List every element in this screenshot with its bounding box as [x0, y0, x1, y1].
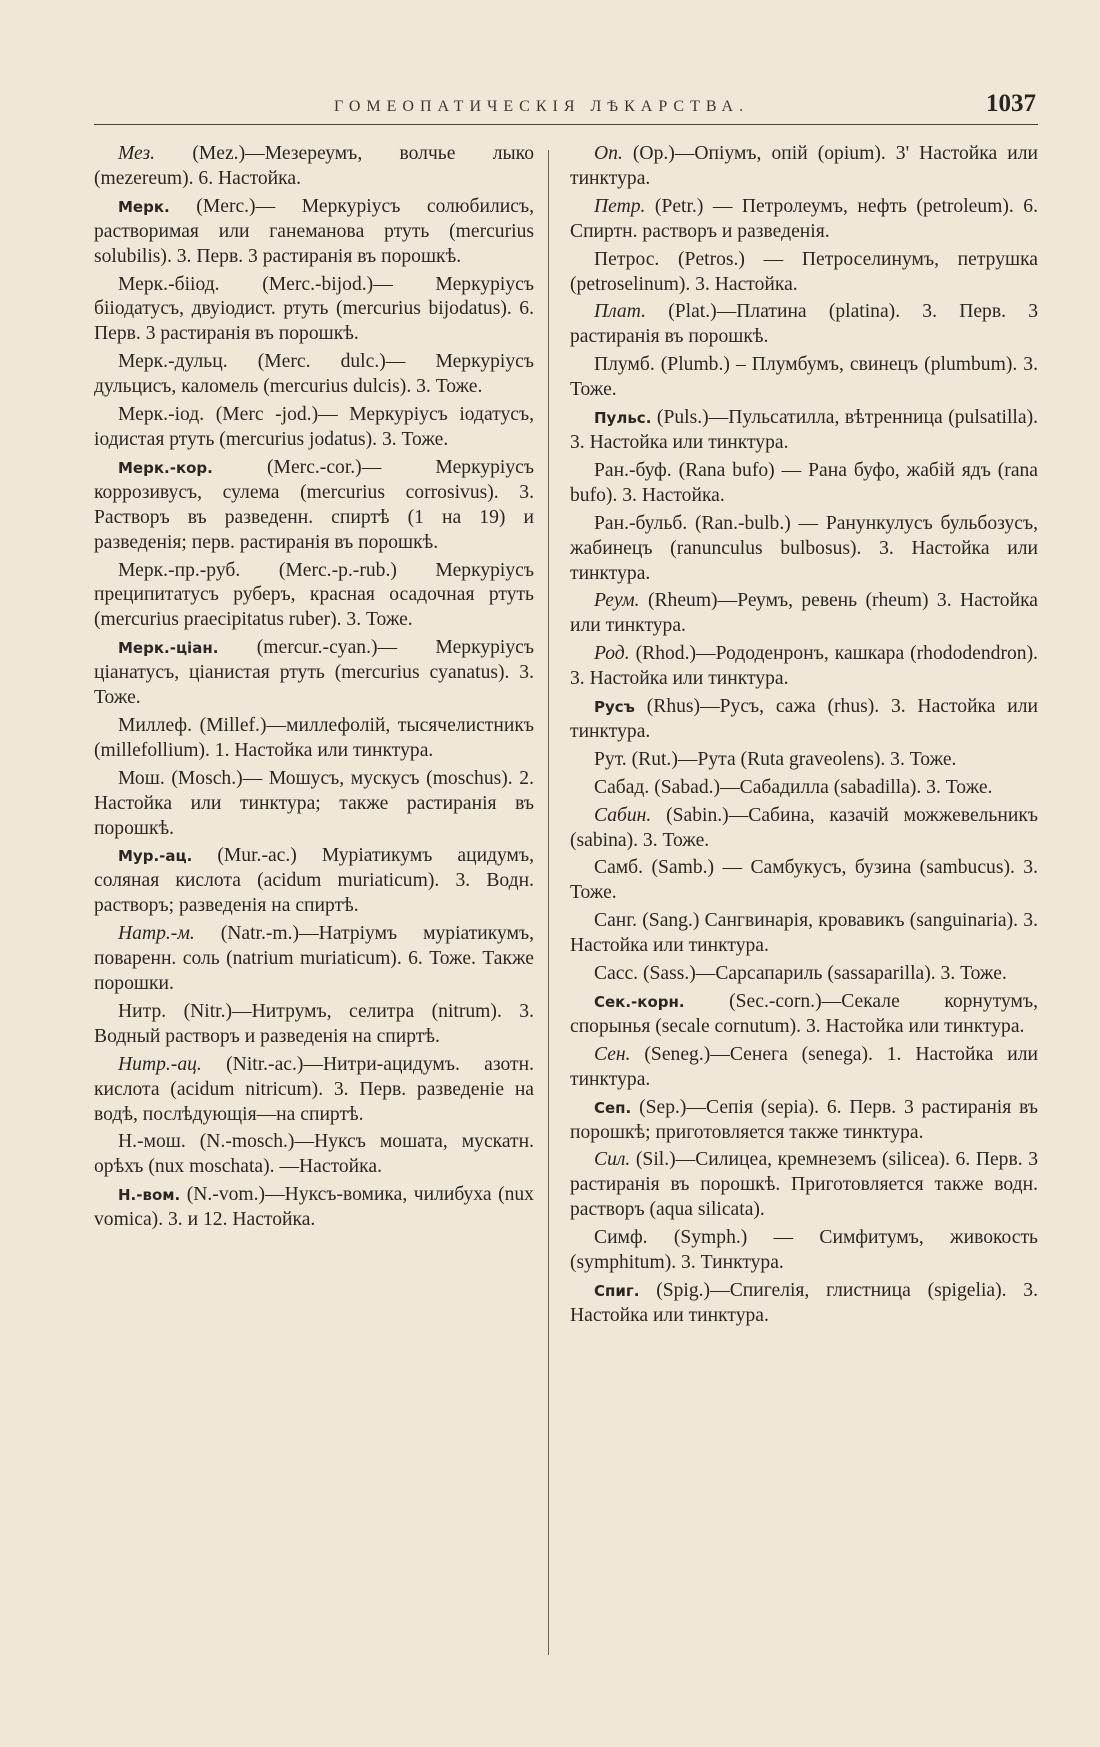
entry-latin-abbreviation: (Rut.): [631, 748, 678, 770]
entry-latin-abbreviation: (Rhod.): [635, 643, 697, 665]
entry-description: —миллефолій, тысячелистникъ (millefollium). 1. Настойка или тинктура.: [94, 714, 534, 761]
dictionary-entry: [570, 695, 1038, 745]
entry-headword: Натр.-м.: [118, 923, 195, 945]
entry-latin-abbreviation: (Merc. dulc.): [257, 351, 386, 373]
entry-description: —Реумъ, ревень (rheum) 3. Настойка или тинктура.: [570, 590, 1038, 637]
entry-latin-abbreviation: (Natr.-m.): [220, 923, 300, 945]
entry-description: —Сепія (sepia). 6. Перв. 3 растиранія въ порошкѣ; приготовляется также тинктура.: [570, 1096, 1038, 1143]
entry-description: —Нуксъ мошата, мускатн. орѣхъ (nux moschata). —Настойка.: [94, 1131, 534, 1178]
entry-headword: Мерк.-ціан.: [118, 639, 219, 658]
entry-headword: Сек.-корн.: [594, 993, 685, 1011]
entry-headword: Оп.: [594, 143, 623, 164]
entry-headword: Рут.: [594, 748, 627, 770]
entry-latin-abbreviation: (Sabad.): [654, 776, 721, 798]
dictionary-entry: [94, 403, 534, 453]
entry-headword: Сил.: [594, 1149, 631, 1171]
entry-latin-abbreviation: (Nitr.-ac.): [226, 1053, 304, 1075]
entry-headword: Сен.: [594, 1043, 631, 1065]
right-column: [570, 142, 1038, 1722]
entry-headword: Род.: [594, 643, 630, 665]
entry-latin-abbreviation: (Samb.): [651, 857, 715, 879]
entry-latin-abbreviation: (Sep.): [639, 1096, 687, 1118]
left-column: [94, 142, 534, 1722]
entry-latin-abbreviation: (N.-mosch.): [199, 1131, 295, 1153]
entry-description: — Меркуріусъ іодатусъ, іодистая ртуть (mercurius jodatus). 3. Тоже.: [94, 404, 534, 450]
dictionary-entry: [94, 1183, 534, 1233]
dictionary-entry: [94, 273, 534, 348]
entry-description: — Петролеумъ, нефть (petroleum). 6. Спиртн. растворъ и разведенія.: [570, 195, 1038, 242]
dictionary-entry: [570, 748, 1038, 773]
entry-latin-abbreviation: (Sil.): [635, 1149, 676, 1171]
entry-latin-abbreviation: (N.-vom.): [186, 1184, 266, 1206]
entry-headword: Н.-вом.: [118, 1186, 181, 1205]
entry-latin-abbreviation: (Millef.): [199, 714, 267, 736]
entry-description: — Меркуріусъ солюбилисъ, растворимая или ганемановa ртуть (mercurius solubilis). 3. Перв. 3 растиранія въ порошкѣ.: [94, 195, 534, 267]
entry-headword: Самб.: [594, 857, 644, 879]
entry-latin-abbreviation: (Symph.): [673, 1227, 748, 1249]
entry-headword: Русъ: [594, 698, 635, 717]
dictionary-entry: [570, 406, 1038, 456]
entry-description: Сангвинарія, кровавикъ (sanguinaria). 3. Настойка или тинктура.: [570, 910, 1038, 957]
dictionary-entry: [570, 990, 1038, 1040]
entry-headword: Санг.: [594, 910, 637, 932]
entry-latin-abbreviation: (Nitr.): [183, 1000, 233, 1022]
entry-latin-abbreviation: (Op.): [632, 143, 675, 164]
entry-description: Муріатикумъ ацидумъ, соляная кислота (acidum muriaticum). 3. Водн. растворъ; разведенія на спиртѣ.: [94, 845, 534, 917]
entry-description: —Силицеа, кремнеземъ (silicea). 6. Перв. 3 растиранія въ порошкѣ. Приготовляется также водн. растворъ (aqua silicata).: [570, 1149, 1038, 1221]
dictionary-entry: [570, 512, 1038, 587]
entry-description: — Меркуріусъ ціанатусъ, ціанистая ртуть (mercurius cyanatus). 3. Тоже.: [94, 637, 534, 709]
entry-headword: Мерк.-біiод.: [118, 273, 220, 295]
entry-headword: Спиг.: [594, 1281, 640, 1300]
entry-description: —Русъ, сажа (rhus). 3. Настойка или тинктура.: [570, 696, 1038, 742]
entry-latin-abbreviation: (mercur.-cyan.): [256, 637, 378, 659]
entry-description: —Рододенронъ, кашкара (rhododendron). 3. Настойка или тинктура.: [570, 643, 1038, 690]
entry-latin-abbreviation: (Rana bufo): [678, 459, 775, 481]
page-header: [94, 90, 1038, 125]
entry-latin-abbreviation: (Mez.): [192, 143, 246, 164]
entry-latin-abbreviation: (Petros.): [678, 248, 745, 270]
entry-description: — Меркуріусъ дульцисъ, каломель (mercurius dulcis). 3. Тоже.: [94, 351, 534, 398]
entry-latin-abbreviation: (Petr.): [654, 195, 704, 217]
entry-description: —Мезереумъ, волчье лыко (mezereum). 6. Настойка.: [94, 143, 534, 189]
entry-latin-abbreviation: (Merc -jod.): [215, 404, 319, 426]
entry-latin-abbreviation: (Sec.-corn.): [729, 991, 822, 1012]
entry-headword: Мош.: [118, 767, 165, 789]
entry-latin-abbreviation: (Plumb.): [660, 354, 730, 376]
dictionary-entry: [570, 300, 1038, 350]
entry-description: — Самбукусъ, бузина (sambucus). 3. Тоже.: [570, 857, 1038, 904]
entry-latin-abbreviation: (Merc.-cor.): [267, 456, 362, 478]
entry-latin-abbreviation: (Merc.): [196, 195, 256, 217]
dictionary-entry: [94, 195, 534, 270]
dictionary-entry: [94, 1130, 534, 1180]
entry-latin-abbreviation: (Seneg.): [644, 1043, 711, 1065]
entry-description: — Мошусъ, мускусъ (moschus). 2. Настойка или тинктура; также растиранія въ порошкѣ.: [94, 767, 534, 839]
entry-description: — Меркуріусъ коррозивусъ, сулема (mercurius corrosivus). 3. Растворъ въ разведенн. спиртѣ (1 на 19) и разведенія; перв. растиранія въ порошкѣ.: [94, 456, 534, 553]
dictionary-entry: [570, 776, 1038, 801]
dictionary-entry: [94, 1000, 534, 1050]
entry-headword: Миллеф.: [118, 714, 192, 736]
entry-description: —Нитрумъ, селитра (nitrum). 3. Водный растворъ и разведенія на спиртѣ.: [94, 1000, 534, 1047]
entry-description: — Симфитумъ, живокость (symphitum). 3. Тинктура.: [570, 1227, 1038, 1274]
entry-latin-abbreviation: (Puls.): [656, 407, 709, 429]
dictionary-entry: [570, 1226, 1038, 1276]
entry-description: —Сенега (senega). 1. Настойка или тинктура.: [570, 1043, 1038, 1090]
entry-headword: Мерк.-дульц.: [118, 351, 228, 373]
entry-headword: Нитр.-ац.: [118, 1053, 202, 1075]
dictionary-entry: [94, 350, 534, 400]
dictionary-entry: [94, 456, 534, 556]
running-title: ГОМЕОПАТИЧЕСКІЯ ЛѢКАРСТВА.: [334, 98, 750, 115]
dictionary-entry: [570, 353, 1038, 403]
dictionary-entry: [570, 142, 1038, 192]
entry-headword: Реум.: [594, 590, 640, 612]
entry-latin-abbreviation: (Plat.): [668, 301, 717, 323]
entry-description: — Рана буфо, жабій ядъ (rana bufo). 3. Настойка.: [570, 459, 1038, 506]
entry-headword: Мерк.-кор.: [118, 458, 213, 477]
entry-description: – Плумбумъ, свинецъ (plumbum). 3. Тоже.: [570, 354, 1038, 401]
entry-headword: Сабад.: [594, 776, 650, 798]
entry-latin-abbreviation: (Sang.): [642, 910, 700, 932]
dictionary-entry: [570, 1148, 1038, 1223]
entry-latin-abbreviation: (Mur.-ac.): [217, 845, 297, 867]
dictionary-entry: [570, 459, 1038, 509]
entry-headword: Петрос.: [594, 248, 660, 270]
entry-headword: Ран.-бульб.: [594, 512, 688, 534]
entry-headword: Мез.: [118, 143, 156, 164]
entry-description: —Секале корнутумъ, спорынья (secale cornutum). 3. Настойка или тинктура.: [570, 991, 1038, 1037]
entry-latin-abbreviation: (Sabin.): [666, 804, 729, 826]
entry-latin-abbreviation: (Merc.-bijod.): [262, 273, 374, 295]
entry-description: —Сабина, казачій можжевельникъ (sabina). 3. Тоже.: [570, 804, 1038, 851]
entry-latin-abbreviation: (Rheum): [647, 590, 718, 612]
entry-description: —Опіумъ, опій (opium). 3' Настойка или тинктура.: [570, 143, 1038, 189]
entry-description: —Платина (platina). 3. Перв. 3 растиранія въ порошкѣ.: [570, 301, 1038, 348]
entry-description: —Пульсатилла, вѣтренница (pulsatilla). 3. Настойка или тинктура.: [570, 407, 1038, 453]
entry-headword: Пульс.: [594, 409, 652, 428]
entry-description: —Рута (Ruta graveolens). 3. Тоже.: [677, 748, 957, 770]
entry-description: —Натріумъ муріатикумъ, поваренн. соль (natrium muriaticum). 6. Тоже. Также порошки.: [94, 923, 534, 994]
entry-headword: Петр.: [594, 195, 646, 217]
entry-headword: Мерк.-пр.-руб.: [118, 559, 241, 581]
dictionary-entry: [94, 559, 534, 634]
entry-latin-abbreviation: (Sass.): [642, 963, 696, 985]
entry-description: —Сабадилла (sabadilla). 3. Тоже.: [720, 776, 993, 798]
dictionary-entry: [570, 856, 1038, 906]
entry-headword: Н.-мош.: [118, 1131, 186, 1153]
dictionary-entry: [94, 922, 534, 997]
dictionary-entry: [570, 1096, 1038, 1146]
entry-description: —Нуксъ-вомика, чилибуха (nux vomica). 3. и 12. Настойка.: [94, 1184, 534, 1231]
dictionary-entry: [94, 142, 534, 192]
entry-headword: Нитр.: [118, 1000, 167, 1022]
entry-description: — Петроселинумъ, петрушка (petroselinum). 3. Настойка.: [570, 248, 1038, 295]
dictionary-entry: [94, 844, 534, 919]
entry-description: —Сарсапариль (sassaparilla). 3. Тоже.: [695, 963, 1007, 985]
dictionary-entry: [94, 767, 534, 842]
entry-headword: Мур.-ац.: [118, 847, 193, 866]
dictionary-entry: [570, 642, 1038, 692]
entry-description: — Ранункулусъ бульбозусъ, жабинецъ (ranunculus bulbosus). 3. Настойка или тинктура.: [570, 512, 1038, 584]
entry-description: — Меркуріусъ біiодатусъ, двуіодист. ртуть (mercurius bijodatus). 6. Перв. 3 растиранія въ порошкѣ.: [94, 273, 534, 345]
entry-latin-abbreviation: (Spig.): [656, 1279, 711, 1301]
dictionary-entry: [570, 1279, 1038, 1329]
entry-headword: Сасс.: [594, 963, 639, 985]
entry-headword: Ран.-буф.: [594, 459, 672, 481]
dictionary-entry: [94, 714, 534, 764]
entry-description: —Спигелія, глистница (spigelia). 3. Настойка или тинктура.: [570, 1279, 1038, 1326]
dictionary-entry: [94, 636, 534, 711]
entry-description: —Нитри-ацидумъ. азотн. кислота (acidum nitricum). 3. Перв. разведеніе на водѣ, послѣдующія—на спиртѣ.: [94, 1053, 534, 1125]
dictionary-entry: [570, 248, 1038, 298]
dictionary-entry: [94, 1053, 534, 1128]
dictionary-entry: [570, 909, 1038, 959]
column-divider: [548, 150, 549, 1655]
entry-headword: Симф.: [594, 1227, 648, 1249]
entry-latin-abbreviation: (Rhus): [646, 696, 701, 718]
entry-headword: Мерк.-іод.: [118, 404, 205, 426]
dictionary-entry: [570, 195, 1038, 245]
dictionary-entry: [570, 962, 1038, 987]
entry-headword: Мерк.: [118, 197, 170, 216]
dictionary-entry: [570, 1043, 1038, 1093]
page-number: 1037: [986, 90, 1036, 117]
entry-headword: Плумб.: [594, 354, 655, 376]
dictionary-entry: [570, 589, 1038, 639]
entry-headword: Сеп.: [594, 1098, 632, 1117]
dictionary-entry: [570, 804, 1038, 854]
entry-description: Меркуріусъ преципитатусъ руберъ, красная осадочная ртуть (mercurius praecipitatus ruber). 3. Тоже.: [94, 559, 534, 631]
entry-headword: Плат.: [594, 301, 647, 323]
entry-latin-abbreviation: (Mosch.): [171, 767, 243, 789]
entry-latin-abbreviation: (Merc.-p.-rub.): [278, 559, 397, 581]
entry-headword: Сабин.: [594, 804, 652, 826]
entry-latin-abbreviation: (Ran.-bulb.): [694, 512, 791, 534]
